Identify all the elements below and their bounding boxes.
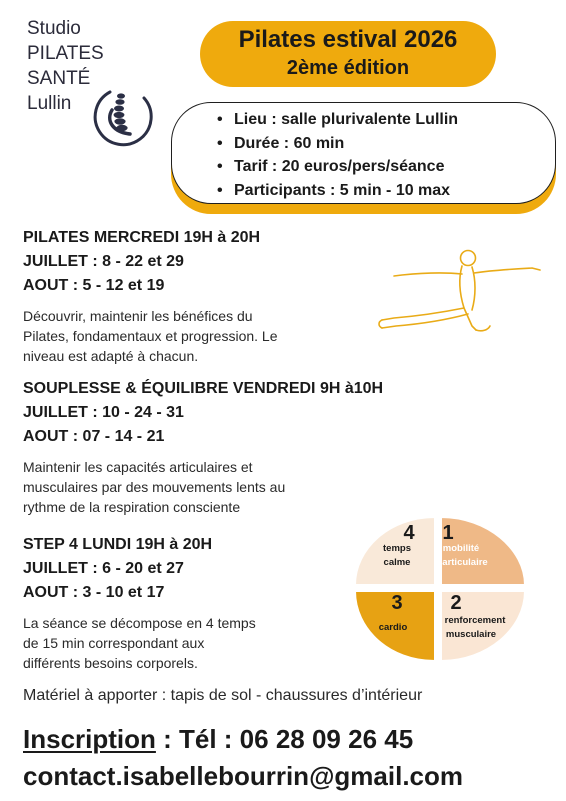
section-dates: AOUT : 07 - 14 - 21 <box>23 428 165 445</box>
studio-line: SANTÉ <box>27 68 91 89</box>
equipment-note: Matériel à apporter : tapis de sol - chaussures d’intérieur <box>23 687 423 704</box>
info-item: • Tarif : 20 euros/pers/séance <box>217 158 445 175</box>
inscription-line <box>23 722 413 756</box>
wheel-label: cardio <box>378 622 408 633</box>
section-dates: AOUT : 3 - 10 et 17 <box>23 584 165 601</box>
section-dates: JUILLET : 10 - 24 - 31 <box>23 404 184 421</box>
spine-logo-icon <box>90 84 154 148</box>
wheel-number: 2 <box>450 592 462 614</box>
event-title: Pilates estival 2026 <box>238 26 458 53</box>
phone-number[interactable]: : Tél : 06 28 09 26 45 <box>155 724 414 754</box>
section-title: PILATES MERCREDI 19H à 20H <box>23 229 261 246</box>
section-description: Découvrir, maintenir les bénéfices du Pilates, fondamentaux et progression. Le niveau est adapté à chacun. <box>23 308 278 364</box>
wheel-number: 4 <box>403 522 415 544</box>
section-pilates <box>23 226 423 366</box>
section-dates: JUILLET : 8 - 22 et 29 <box>23 253 184 270</box>
studio-line: Lullin <box>27 93 72 114</box>
section-description: La séance se décompose en 4 temps de 15 min correspondant aux différents besoins corporels. <box>23 615 256 671</box>
section-souplesse <box>23 377 423 517</box>
section-description: Maintenir les capacités articulaires et musculaires par des mouvements lents au rythme de la respiration consciente <box>23 459 286 515</box>
pilates-figure-icon <box>372 240 544 340</box>
info-item: • Lieu : salle plurivalente Lullin <box>217 111 459 128</box>
section-title: STEP 4 LUNDI 19H à 20H <box>23 536 213 553</box>
info-item: • Participants : 5 min - 10 max <box>217 181 451 199</box>
wheel-label: temps <box>383 543 411 554</box>
wheel-quadrant <box>441 591 525 661</box>
wheel-label: renforcement <box>444 615 506 626</box>
wheel-label: musculaire <box>445 629 497 640</box>
wheel-label: mobilité <box>442 543 480 554</box>
studio-line: PILATES <box>27 43 104 64</box>
info-item: • Durée : 60 min <box>217 134 345 152</box>
event-edition: 2ème édition <box>286 57 410 79</box>
studio-line: Studio <box>27 18 81 39</box>
wheel-number: 3 <box>391 592 403 614</box>
section-title: SOUPLESSE & ÉQUILIBRE VENDREDI 9H à10H <box>23 380 384 397</box>
wheel-quadrant <box>355 517 435 585</box>
event-title-banner <box>200 21 496 87</box>
wheel-label: calme <box>383 557 411 568</box>
wheel-quadrant <box>355 591 435 661</box>
section-dates: AOUT : 5 - 12 et 19 <box>23 277 165 294</box>
wheel-label: articulaire <box>442 557 488 568</box>
wheel-quadrant <box>441 517 525 585</box>
step-wheel-diagram <box>353 515 527 663</box>
contact-email[interactable]: contact.isabellebourrin@gmail.com <box>23 761 464 791</box>
info-list <box>217 108 458 202</box>
inscription-label: Inscription <box>23 724 156 754</box>
section-dates: JUILLET : 6 - 20 et 27 <box>23 560 184 577</box>
wheel-number: 1 <box>442 522 454 544</box>
